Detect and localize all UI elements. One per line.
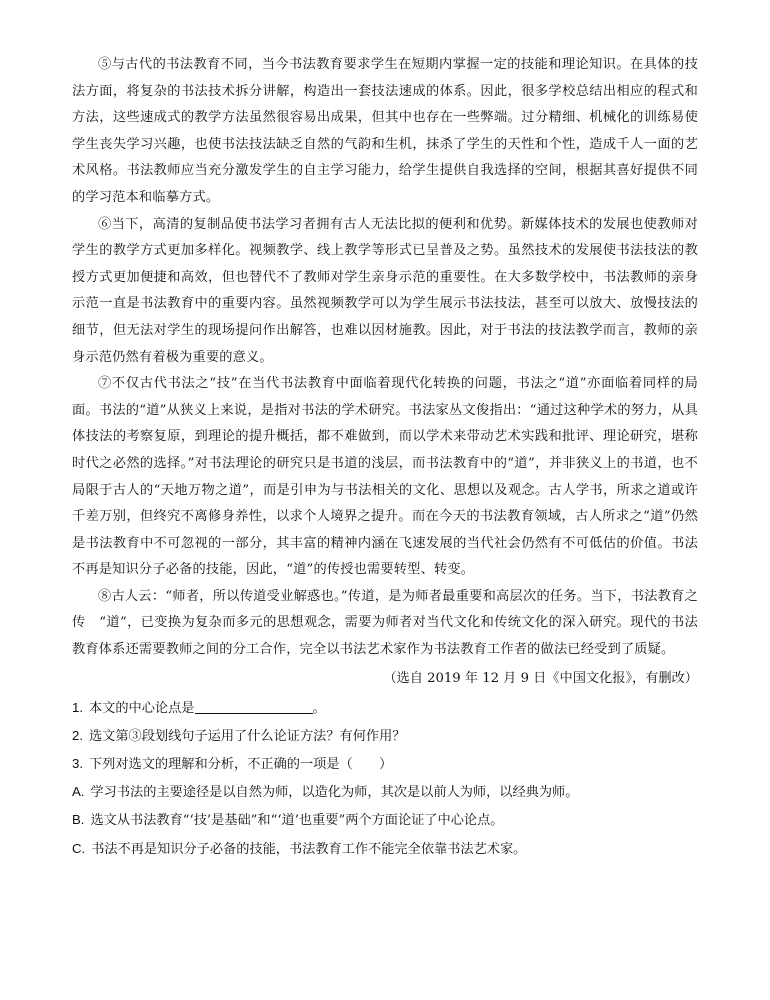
question-1-end: 。 — [312, 700, 326, 716]
option-b — [72, 806, 698, 834]
option-c-label: C. — [72, 840, 86, 856]
option-c-text: 书法不再是知识分子必备的技能，书法教育工作不能完全依靠书法艺术家。 — [91, 841, 527, 857]
option-a-text: 学习书法的主要途径是以自然为师，以造化为师，其次是以前人为师，以经典为师。 — [90, 785, 579, 801]
question-3-text: 下列对选文的理解和分析，不正确的一项是（ ） — [89, 757, 393, 773]
source-citation: （选自 2019 年 12 月 9 日《中国文化报》，有删改） — [383, 670, 698, 686]
option-c — [72, 835, 698, 863]
question-list — [72, 694, 698, 863]
question-1-text: 本文的中心论点是 — [89, 700, 195, 716]
option-a-label: A. — [72, 784, 85, 800]
option-a — [72, 778, 698, 806]
paragraph-6: ⑥当下，高清的复制品使书法学习者拥有古人无法比拟的便利和优势。新媒体技术的发展也使教师对学生的教学方式更加多样化。视频教学、线上教学等形式已呈普及之势。虽然技术的发展使书法技法的教授方式更加便捷和高效，但也替代不了教师对学生亲身示范的重要性。在大多数学校中，书法教师的亲身示范一直是书法教育中的重要内容。虽然视频教学可以为学生展示书法技法，甚至可以放大、放慢技法的细节，但无法对学生的现场提问作出解答，也难以因材施教。因此，对于书法的技法教学而言，教师的亲身示范仍然有着极为重要的意义。 — [72, 216, 698, 365]
question-3 — [72, 750, 698, 778]
paragraph-8: ⑧古人云：“师者，所以传道受业解惑也。”传道，是为师者最重要和高层次的任务。当下，书法教育之传 “道”，已变换为复杂而多元的思想观念，需要为师者对当代文化和传统文化的深入研究。现代的书法教育体系还需要教师之间的分工合作，完全以书法艺术家作为书法教育工作者的做法已经受到了质疑。 — [72, 588, 698, 658]
option-b-label: B. — [72, 812, 85, 828]
paragraph-5: ⑤与古代的书法教育不同，当今书法教育要求学生在短期内掌握一定的技能和理论知识。在具体的技法方面，将复杂的书法技术拆分讲解，构造出一套技法速成的体系。因此，很多学校总结出相应的程式和方法，这些速成式的教学方法虽然很容易出成果，但其中也存在一些弊端。过分精细、机械化的训练易使学生丧失学习兴趣，也使书法技法缺乏自然的气韵和生机，抹杀了学生的天性和个性，造成千人一面的艺术风格。书法教师应当充分激发学生的自主学习能力，给学生提供自我选择的空间，根据其喜好提供不同的学习范本和临摹方式。 — [72, 57, 698, 205]
question-1-number: 1. — [72, 699, 83, 715]
question-2 — [72, 722, 698, 750]
question-1 — [72, 694, 698, 722]
exam-page — [72, 52, 698, 863]
question-3-number: 3. — [72, 756, 83, 772]
paragraph-7: ⑦不仅古代书法之“技”在当代书法教育中面临着现代化转换的问题，书法之“道”亦面临着同样的局面。书法的“道”从狭义上来说，是指对书法的学术研究。书法家丛文俊指出：“通过这种学术的努力，从具体技法的考察复原，到理论的提升概括，都不难做到，而以学术来带动艺术实践和批评、理论研究，堪称时代之必然的选择。”对书法理论的研究只是书道的浅层，而书法教育中的“道”，并非狭义上的书道，也不局限于古人的“天地万物之道”，而是引申为与书法相关的文化、思想以及观念。古人学书，所求之道或许千差万别，但终究不离修身养性，以求个人境界之提升。而在今天的书法教育领域，古人所求之“道”仍然是书法教育中不可忽视的一部分，其丰富的精神内涵在飞速发展的当代社会仍然有不可低估的价值。书法不再是知识分子必备的技能，因此，“道”的传授也需要转型、转变。 — [72, 376, 698, 578]
option-b-text: 选文从书法教育“‘技’是基础”和“‘道’也重要”两个方面论证了中心论点。 — [90, 813, 504, 829]
answer-blank[interactable] — [195, 699, 313, 714]
question-2-text: 选文第③段划线句子运用了什么论证方法？有何作用？ — [89, 728, 406, 744]
question-2-number: 2. — [72, 727, 83, 743]
